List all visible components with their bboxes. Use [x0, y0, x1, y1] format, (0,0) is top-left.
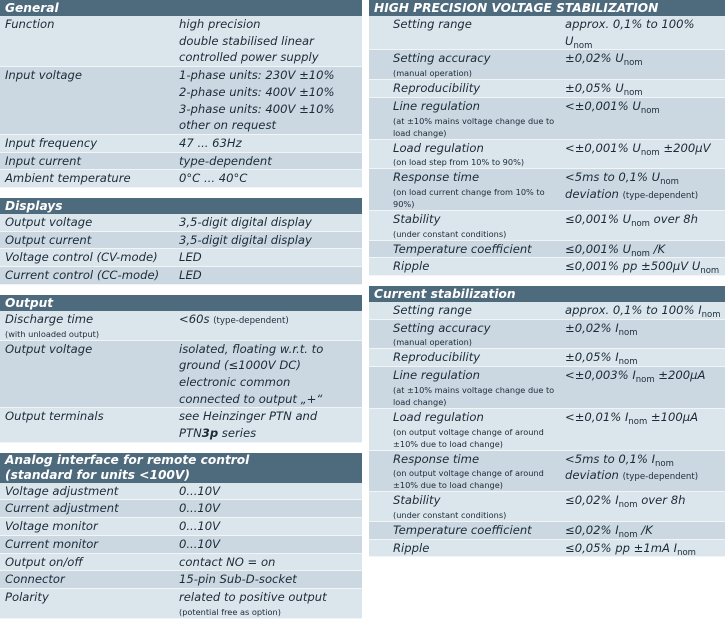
spec-row: [369, 302, 725, 320]
spec-value: [563, 492, 725, 521]
spec-row: [0, 214, 362, 232]
spec-value-line: 47 ... 63Hz: [179, 135, 242, 150]
spec-value-line: <5ms to 0,1% $U_{nom}$: [565, 170, 679, 188]
analog-section: [0, 453, 362, 619]
displays-section: [0, 198, 362, 285]
spec-row: [369, 258, 725, 276]
spec-label: Ripple: [393, 540, 430, 555]
spec-label: Output current: [5, 232, 92, 247]
spec-value: [563, 258, 725, 275]
spec-row: [369, 241, 725, 259]
spec-value-line: <±0,001% $U_{nom} \pm 200\mu V$: [565, 140, 711, 158]
spec-value: [175, 153, 362, 170]
spec-row: [0, 267, 362, 285]
spec-label: Input frequency: [5, 135, 98, 150]
spec-value-note: (type-dependent): [213, 315, 289, 326]
output-section: [0, 295, 362, 443]
analog-header: Analog interface for remote control (standard for units <100V): [0, 453, 362, 483]
spec-label: Setting range: [393, 303, 472, 318]
spec-row: [369, 451, 725, 493]
spec-note: (with unloaded output): [5, 328, 100, 339]
spec-label-cell: [369, 98, 563, 139]
spec-value: [175, 135, 362, 152]
spec-value-line: ≤0,001% $U_{nom}$ over 8h: [565, 211, 698, 229]
spec-row: [369, 50, 725, 80]
spec-value-line: ≤0,001% pp ±500µV $U_{nom}$: [565, 259, 720, 277]
spec-row: [0, 135, 362, 153]
spec-value-line: <5ms to 0,1% $I_{nom}$: [565, 451, 674, 469]
spec-label: Setting range: [393, 17, 472, 31]
spec-value: [563, 140, 725, 169]
spec-label-cell: [369, 492, 563, 521]
spec-label-cell: [369, 140, 563, 169]
spec-value-line: connected to output „+“: [179, 391, 323, 406]
spec-label-cell: [369, 80, 563, 97]
spec-label: Voltage control (CV-mode): [5, 250, 158, 265]
spec-value: [563, 451, 725, 492]
spec-value-note: (potential free as option): [179, 606, 281, 617]
spec-label-cell: [369, 16, 563, 49]
spec-value: [563, 409, 725, 450]
spec-value-line: ±0,05% $I_{nom}$: [565, 350, 638, 368]
spec-value: [563, 98, 725, 139]
spec-row: [369, 98, 725, 140]
spec-value-line: approx. 0,1% to 100% $I_{nom}$: [565, 303, 721, 321]
spec-row: [0, 483, 362, 501]
spec-value-line: ±0,02% $U_{nom}$: [565, 51, 643, 69]
spec-row: [369, 140, 725, 170]
spec-value-line: type-dependent: [179, 153, 272, 168]
spec-value: [563, 522, 725, 539]
spec-row: [369, 492, 725, 522]
spec-label: Discharge time: [5, 311, 94, 326]
spec-note: (on load step from 10% to 90%): [393, 157, 525, 168]
spec-value-line: approx. 0,1% to 100% $U_{nom}$: [565, 17, 695, 51]
spec-row: [369, 169, 725, 211]
spec-note: (at ±10% mains voltage change due to load change): [393, 115, 555, 138]
spec-value-line: controlled power supply: [179, 50, 319, 65]
spec-label: Stability: [393, 211, 441, 226]
spec-label: Polarity: [5, 589, 49, 604]
spec-label-cell: [369, 302, 563, 319]
spec-value: 0...10V: [179, 483, 221, 498]
spec-label-cell: [369, 540, 563, 557]
spec-note: (at ±10% mains voltage change due to load change): [393, 384, 555, 407]
spec-value-line: ≤0,001% $U_{nom}$ /K: [565, 241, 666, 259]
spec-value-line: ±0,02% $I_{nom}$: [565, 320, 638, 338]
spec-row: [369, 540, 725, 558]
displays-header: Displays: [0, 198, 362, 214]
spec-value: [563, 211, 725, 240]
spec-label: Function: [5, 17, 55, 31]
spec-row: [0, 232, 362, 250]
spec-label: Reproducibility: [393, 350, 481, 365]
spec-row: [369, 349, 725, 367]
spec-value-line: isolated, floating w.r.t. to: [179, 341, 324, 356]
spec-row-output-terminals: [0, 408, 362, 442]
spec-label: Voltage adjustment: [5, 483, 119, 498]
spec-value: [175, 16, 362, 66]
general-header: General: [0, 0, 362, 16]
spec-note: (on load current change from 10% to 90%): [393, 186, 545, 209]
analog-rows: [0, 483, 362, 589]
spec-value: [563, 50, 725, 79]
spec-label: Voltage monitor: [5, 519, 98, 534]
spec-label-cell: [369, 258, 563, 275]
spec-value: 15-pin Sub-D-socket: [179, 572, 297, 587]
spec-value: [175, 341, 362, 408]
spec-value: 3,5-digit digital display: [179, 232, 312, 247]
spec-label: Current adjustment: [5, 501, 119, 516]
spec-row: [0, 170, 362, 188]
hpvs-section: [369, 0, 725, 276]
spec-note: (on output voltage change of around ±10% due to load change): [393, 426, 544, 449]
spec-note: (manual operation): [393, 68, 472, 79]
spec-label: Line regulation: [393, 368, 480, 383]
spec-value: [563, 349, 725, 366]
spec-value-line: electronic common: [179, 374, 291, 389]
spec-value: related to positive output: [179, 589, 327, 604]
spec-label-cell: [369, 451, 563, 492]
spec-row-discharge: [0, 311, 362, 341]
right-column: [369, 0, 725, 567]
spec-value: [563, 169, 725, 210]
spec-row: [0, 67, 362, 135]
spec-label-cell: [369, 522, 563, 539]
spec-row-output-voltage: [0, 341, 362, 409]
spec-label: Temperature coefficient: [393, 241, 532, 256]
spec-label-cell: [369, 320, 563, 349]
spec-label: Response time: [393, 451, 480, 466]
spec-value-line: ±0,05% $U_{nom}$: [565, 81, 643, 99]
spec-value: 3,5-digit digital display: [179, 215, 312, 230]
general-rows: [0, 16, 362, 188]
spec-value: [175, 67, 362, 134]
spec-note: (under constant conditions): [393, 509, 507, 520]
spec-note: (under constant conditions): [393, 228, 507, 239]
spec-value-line: deviation (type-dependent): [565, 186, 699, 201]
spec-value: [563, 320, 725, 349]
spec-label-cell: [369, 50, 563, 79]
spec-row-polarity: [0, 589, 362, 619]
spec-row: [0, 554, 362, 572]
spec-value-line: <±0,01% $I_{nom} \pm 100\mu A$: [565, 409, 699, 427]
spec-label: Input current: [5, 153, 81, 168]
spec-value-line: ≤0,02% $I_{nom}$ over 8h: [565, 493, 686, 511]
spec-row: [369, 409, 725, 451]
spec-row: [0, 153, 362, 171]
spec-row: [369, 367, 725, 409]
spec-note: (on output voltage change of around ±10% due to load change): [393, 468, 544, 491]
spec-label: Input voltage: [5, 68, 83, 83]
spec-row: [369, 522, 725, 540]
spec-row: [0, 518, 362, 536]
spec-value: [563, 80, 725, 97]
spec-label: Load regulation: [393, 409, 484, 424]
spec-value: 0...10V: [179, 519, 221, 534]
spec-value: contact NO = on: [179, 554, 276, 569]
spec-label-cell: [369, 409, 563, 450]
spec-value-line: ground (≤1000V DC): [179, 358, 301, 373]
spec-label: Setting accuracy: [393, 320, 491, 335]
cs-rows: [369, 302, 725, 557]
spec-label: Output voltage: [5, 341, 93, 356]
spec-label: Load regulation: [393, 140, 484, 155]
spec-value: [563, 241, 725, 258]
spec-row: [0, 16, 362, 67]
spec-label: Reproducibility: [393, 81, 481, 96]
spec-value: see Heinzinger PTN and PTN3p series: [179, 409, 318, 441]
spec-value: LED: [179, 250, 202, 265]
spec-value-line: deviation (type-dependent): [565, 468, 699, 483]
left-column: [0, 0, 362, 629]
spec-label-cell: [369, 169, 563, 210]
spec-value-line: other on request: [179, 118, 277, 133]
spec-value: 0...10V: [179, 536, 221, 551]
general-section: [0, 0, 362, 188]
spec-value-line: 0°C ... 40°C: [179, 171, 248, 186]
spec-label-cell: [369, 241, 563, 258]
spec-label: Output voltage: [5, 215, 93, 230]
spec-label: Stability: [393, 493, 441, 508]
spec-row: [0, 571, 362, 589]
spec-row: [0, 249, 362, 267]
spec-label: Setting accuracy: [393, 51, 491, 66]
spec-value: [563, 16, 725, 49]
spec-label: Line regulation: [393, 98, 480, 113]
spec-value-line: <±0,003% $I_{nom} \pm 200\mu A$: [565, 368, 706, 386]
spec-value: <60s: [179, 311, 210, 326]
spec-label: Current monitor: [5, 536, 99, 551]
spec-label: Ripple: [393, 259, 430, 274]
spec-value-line: 3-phase units: 400V ±10%: [179, 101, 335, 116]
displays-rows: [0, 214, 362, 285]
spec-value: [563, 302, 725, 319]
spec-value: 0...10V: [179, 501, 221, 516]
spec-value-line: double stabilised linear: [179, 33, 314, 48]
spec-label-cell: [369, 211, 563, 240]
spec-value: [563, 367, 725, 408]
spec-note: (manual operation): [393, 337, 472, 348]
spec-value-line: 1-phase units: 230V ±10%: [179, 68, 335, 83]
spec-row: [369, 80, 725, 98]
spec-value-line: <±0,001% $U_{nom}$: [565, 98, 660, 116]
output-header: Output: [0, 295, 362, 311]
spec-value-line: ≤0,02% $I_{nom}$ /K: [565, 522, 653, 540]
cs-section: [369, 286, 725, 557]
spec-label: Output terminals: [5, 409, 104, 424]
spec-label: Temperature coefficient: [393, 522, 532, 537]
spec-label: Connector: [5, 572, 65, 587]
spec-label: Response time: [393, 170, 480, 185]
spec-value: [175, 170, 362, 187]
spec-value: [563, 540, 725, 557]
spec-row: [369, 16, 725, 50]
spec-label: Current control (CC-mode): [5, 268, 160, 283]
hpvs-header: HIGH PRECISION VOLTAGE STABILIZATION: [369, 0, 725, 16]
spec-row: [369, 320, 725, 350]
cs-header: Current stabilization: [369, 286, 725, 302]
spec-value-line: high precision: [179, 17, 261, 31]
spec-row: [0, 536, 362, 554]
spec-label-cell: [369, 367, 563, 408]
spec-row: [369, 211, 725, 241]
spec-label: Output on/off: [5, 554, 83, 569]
hpvs-rows: [369, 16, 725, 276]
spec-value-line: ≤0,05% pp ±1mA $I_{nom}$: [565, 540, 696, 558]
spec-row: [0, 500, 362, 518]
spec-label-cell: [369, 349, 563, 366]
spec-value-line: 2-phase units: 400V ±10%: [179, 84, 335, 99]
spec-value: LED: [179, 268, 202, 283]
spec-label: Ambient temperature: [5, 171, 131, 186]
